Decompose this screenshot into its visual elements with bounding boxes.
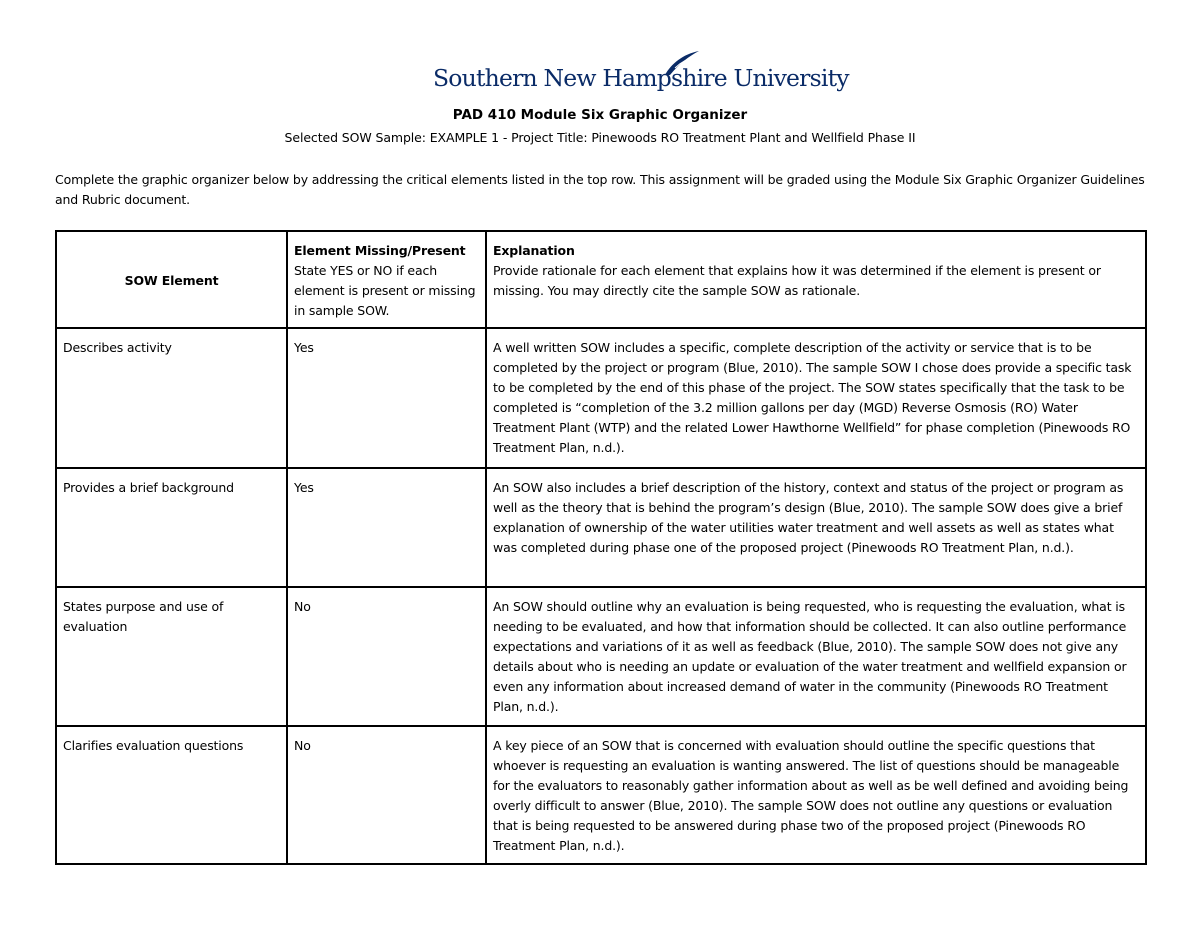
sow-element-cell: Clarifies evaluation questions: [56, 726, 287, 864]
document-subtitle: Selected SOW Sample: EXAMPLE 1 - Project Title: Pinewoods RO Treatment Plant and Wellfield Phase II: [284, 130, 916, 145]
header-sow-element: [56, 231, 287, 328]
status-cell: Yes: [287, 328, 486, 468]
header-explanation-subtitle: Provide rationale for each element that explains how it was determined if the element is present or missing. You may directly cite the sample SOW as rationale.: [493, 263, 1101, 298]
header-explanation-title: Explanation: [493, 243, 575, 258]
status-cell: No: [287, 726, 486, 864]
table-header-row: [56, 231, 1146, 328]
table-row: [56, 468, 1146, 587]
table-row: [56, 587, 1146, 726]
sow-element-cell: Provides a brief background: [56, 468, 287, 587]
instructions-paragraph: Complete the graphic organizer below by addressing the critical elements listed in the top row. This assignment will be graded using the Module Six Graphic Organizer Guidelines and Rubric document.: [55, 172, 1145, 207]
sow-element-cell: States purpose and use of evaluation: [56, 587, 287, 726]
status-cell: Yes: [287, 468, 486, 587]
graphic-organizer-table: [55, 230, 1147, 865]
header-sow-element-title: SOW Element: [124, 273, 219, 288]
university-name: Southern New Hampshire University: [433, 64, 849, 92]
explanation-cell: An SOW should outline why an evaluation is being requested, who is requesting the evaluation, what is needing to be evaluated, and how that information should be collected. It can also outline performance expectations and variations of it as well as feedback (Blue, 2010). The sample SOW does not give any details about who is needing an update or evaluation of the water treatment and wellfield expansion or even any information about increased demand of water in the community (Pinewoods RO Treatment Plan, n.d.).: [486, 587, 1146, 726]
explanation-cell: A well written SOW includes a specific, complete description of the activity or service that is to be completed by the project or program (Blue, 2010). The sample SOW I chose does provide a specific task to be completed by the end of this phase of the project. The SOW states specifically that the task to be completed is “completion of the 3.2 million gallons per day (MGD) Reverse Osmosis (RO) Water Treatment Plant (WTP) and the related Lower Hawthorne Wellfield” for phase completion (Pinewoods RO Treatment Plan, n.d.).: [486, 328, 1146, 468]
header-element-status-title: Element Missing/Present: [294, 243, 466, 258]
table-row: [56, 328, 1146, 468]
header-element-status: [287, 231, 486, 328]
table-row: [56, 726, 1146, 864]
header-explanation: [486, 231, 1146, 328]
explanation-cell: A key piece of an SOW that is concerned with evaluation should outline the specific questions that whoever is requesting an evaluation is wanting answered. The list of questions should be manageable for the evaluators to reasonably gather information about as well as be well defined and avoiding being overly difficult to answer (Blue, 2010). The sample SOW does not outline any questions or evaluation that is being requested to be answered during phase two of the proposed project (Pinewoods RO Treatment Plan, n.d.).: [486, 726, 1146, 864]
university-logo: [433, 50, 849, 102]
header-element-status-subtitle: State YES or NO if each element is present or missing in sample SOW.: [294, 263, 476, 318]
explanation-cell: An SOW also includes a brief description of the history, context and status of the project or program as well as the theory that is behind the program’s design (Blue, 2010). The sample SOW does give a brief explanation of ownership of the water utilities water treatment and well assets as well as states what was completed during phase one of the proposed project (Pinewoods RO Treatment Plan, n.d.).: [486, 468, 1146, 587]
document-title: PAD 410 Module Six Graphic Organizer: [452, 107, 748, 123]
status-cell: No: [287, 587, 486, 726]
sow-element-cell: Describes activity: [56, 328, 287, 468]
